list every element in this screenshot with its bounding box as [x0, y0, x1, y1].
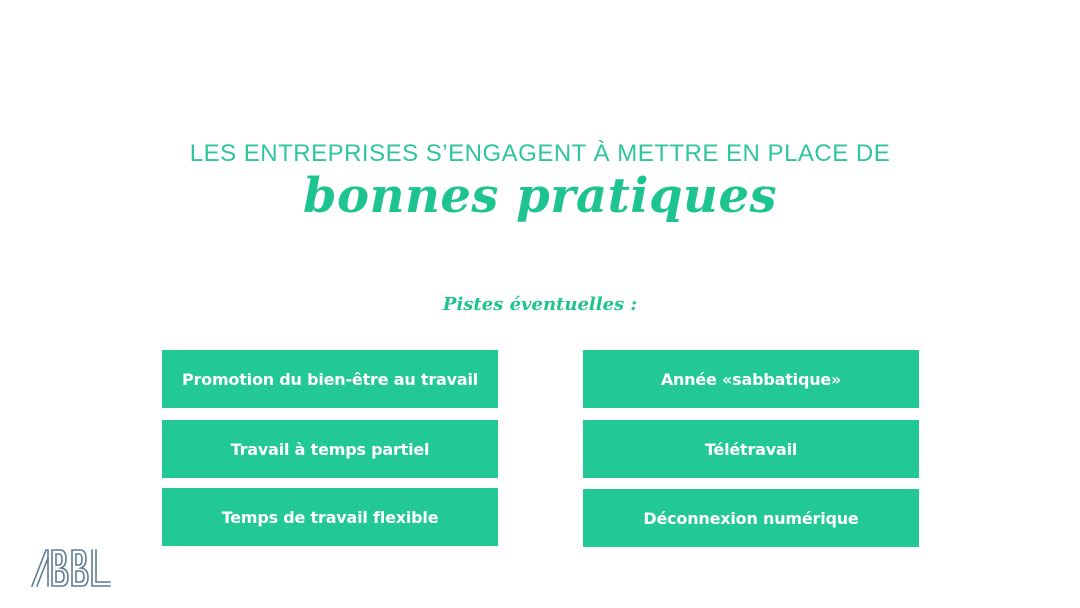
practice-card-flexible-time: Temps de travail flexible — [162, 488, 498, 546]
abbl-logo — [30, 546, 114, 590]
practice-card-wellbeing: Promotion du bien-être au travail — [162, 350, 498, 408]
practice-card-disconnection: Déconnexion numérique — [583, 489, 919, 547]
slide-headline: bonnes pratiques — [302, 168, 778, 224]
practice-card-telework: Télétravail — [583, 420, 919, 478]
practice-card-sabbatical: Année «sabbatique» — [583, 350, 919, 408]
slide-subhead: Pistes éventuelles : — [442, 294, 638, 315]
slide-kicker: LES ENTREPRISES S’ENGAGENT À METTRE EN PLACE DE — [189, 140, 891, 167]
practice-card-part-time: Travail à temps partiel — [162, 420, 498, 478]
